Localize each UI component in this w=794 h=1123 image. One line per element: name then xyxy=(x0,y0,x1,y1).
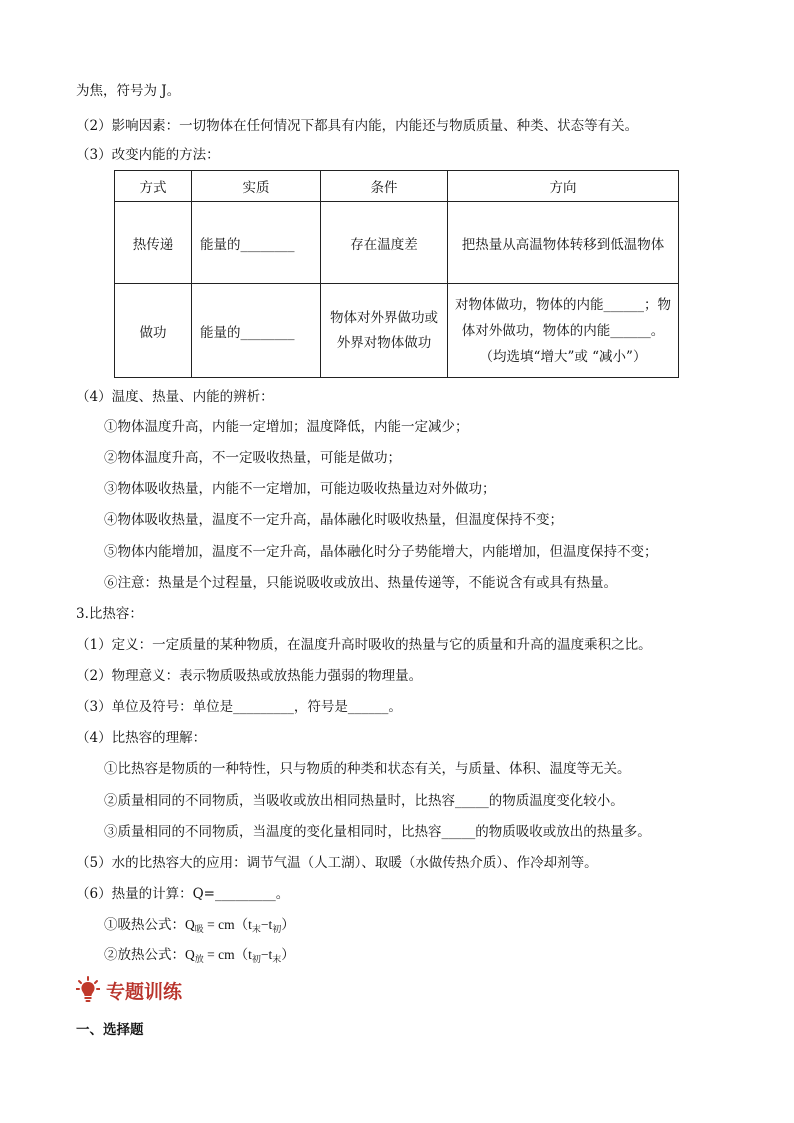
table-header: 条件 xyxy=(321,171,448,202)
condition-line: 外界对物体做功 xyxy=(336,334,432,351)
text-line-influence: （2）影响因素：一切物体在任何情况下都具有内能，内能还与物质质量、种类、状态等有关。 xyxy=(76,118,639,134)
text-line-item: ④物体吸收热量，温度不一定升高，晶体融化时吸收热量，但温度保持不变； xyxy=(104,512,563,528)
text-line-meaning: （2）物理意义：表示物质吸热或放热能力强弱的物理量。 xyxy=(76,668,423,684)
table-cell: 把热量从高温物体转移到低温物体 xyxy=(448,202,679,284)
condition-line: 物体对外界做功或 xyxy=(330,309,438,326)
text-line-item: ③质量相同的不同物质，当温度的变化量相同时，比热容_____的物质吸收或放出的热量多。 xyxy=(104,824,651,840)
table-cell xyxy=(321,284,448,378)
section-header-special-training xyxy=(76,976,182,1004)
text-line-item: ③物体吸收热量，内能不一定增加，可能边吸收热量边对外做功； xyxy=(104,481,496,497)
table-row xyxy=(115,202,679,284)
table-row xyxy=(115,284,679,378)
text-line-analysis: （4）温度、热量、内能的辨析： xyxy=(76,389,274,405)
text-line-application: （5）水的比热容大的应用：调节气温（人工湖）、取暖（水做传热介质）、作冷却剂等。 xyxy=(76,855,598,871)
table-cell: 做功 xyxy=(115,284,192,378)
formula-absorb: ①吸热公式：$Q_吸 = cm(t_末-t_初)$ xyxy=(104,917,295,934)
text-line-item: ②物体温度升高，不一定吸收热量，可能是做功； xyxy=(104,450,401,466)
direction-line: 体对外做功，物体的内能______。 xyxy=(461,322,665,339)
table-cell: 能量的________ xyxy=(192,284,321,378)
text-line-calculation: （6）热量的计算：Q=_________。 xyxy=(76,886,290,902)
direction-line: 对物体做功，物体的内能______；物 xyxy=(455,296,671,313)
table-header: 方式 xyxy=(115,171,192,202)
section-title: 专题训练 xyxy=(106,980,183,1003)
text-line-understanding: （4）比热容的理解： xyxy=(76,730,207,746)
text-line-item: ⑤物体内能增加，温度不一定升高，晶体融化时分子势能增大，内能增加，但温度保持不变； xyxy=(104,544,658,560)
table-header: 实质 xyxy=(192,171,321,202)
section-heading-specific-heat: 3.比热容： xyxy=(76,606,143,622)
direction-line: （均选填“增大”或 “减小”） xyxy=(479,348,647,365)
table-cell: 能量的________ xyxy=(192,202,321,284)
formula-release: ②放热公式：$Q_放 = cm(t_初-t_末)$ xyxy=(104,947,295,964)
text-line-definition: （1）定义：一定质量的某种物质，在温度升高时吸收的热量与它的质量和升高的温度乘积之比。 xyxy=(76,637,652,653)
methods-table xyxy=(114,170,679,378)
text-line-item: ②质量相同的不同物质，当吸收或放出相同热量时，比热容_____的物质温度变化较小。 xyxy=(104,793,624,809)
text-line-item: ①比热容是物质的一种特性，只与物质的种类和状态有关，与质量、体积、温度等无关。 xyxy=(104,761,631,777)
table-cell xyxy=(448,284,679,378)
text-line-item: ①物体温度升高，内能一定增加；温度降低，内能一定减少； xyxy=(104,419,469,435)
table-header: 方向 xyxy=(448,171,679,202)
text-line-1: 为焦，符号为 J。 xyxy=(76,83,181,99)
text-line-unit: （3）单位及符号：单位是_________，符号是______。 xyxy=(76,699,402,715)
table-cell: 热传递 xyxy=(115,202,192,284)
text-line-methods: （3）改变内能的方法： xyxy=(76,147,220,163)
text-line-item: ⑥注意：热量是个过程量，只能说吸收或放出、热量传递等，不能说含有或具有热量。 xyxy=(104,575,617,591)
lightbulb-icon xyxy=(76,976,100,1004)
part-title: 一、选择题 xyxy=(76,1022,144,1038)
table-cell: 存在温度差 xyxy=(321,202,448,284)
